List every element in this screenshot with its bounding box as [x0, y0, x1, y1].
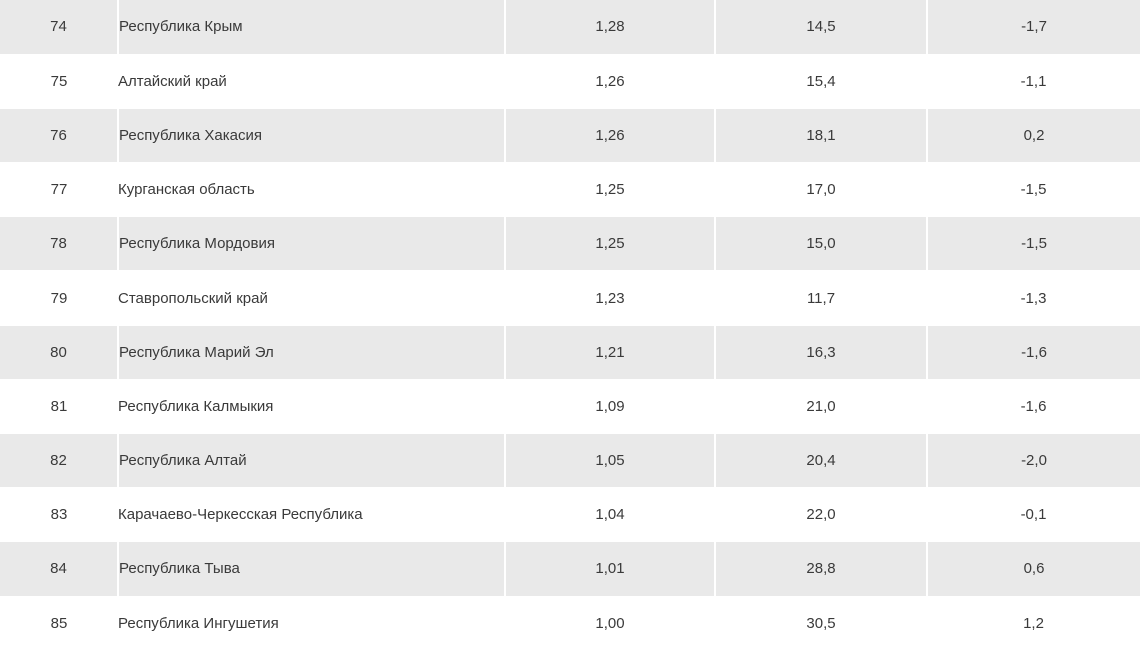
table-row [0, 0, 1140, 54]
cell-value1: 1,28 [505, 0, 715, 54]
cell-value2: 22,0 [715, 488, 927, 542]
cell-value2: 16,3 [715, 325, 927, 379]
cell-value3: -1,1 [927, 54, 1140, 108]
cell-value1: 1,01 [505, 542, 715, 596]
cell-value3: -1,5 [927, 163, 1140, 217]
cell-region-name: Алтайский край [118, 54, 505, 108]
table-row [0, 54, 1140, 108]
cell-value2: 18,1 [715, 108, 927, 162]
cell-value2: 11,7 [715, 271, 927, 325]
cell-value2: 20,4 [715, 434, 927, 488]
cell-rank: 83 [0, 488, 118, 542]
cell-region-name: Республика Ингушетия [118, 596, 505, 650]
cell-value2: 17,0 [715, 163, 927, 217]
cell-rank: 77 [0, 163, 118, 217]
cell-value3: -1,7 [927, 0, 1140, 54]
cell-value1: 1,00 [505, 596, 715, 650]
cell-rank: 81 [0, 379, 118, 433]
cell-region-name: Республика Хакасия [118, 108, 505, 162]
cell-value2: 15,4 [715, 54, 927, 108]
cell-rank: 84 [0, 542, 118, 596]
table-row [0, 271, 1140, 325]
cell-value1: 1,04 [505, 488, 715, 542]
table-row [0, 542, 1140, 596]
cell-region-name: Республика Тыва [118, 542, 505, 596]
cell-value1: 1,26 [505, 108, 715, 162]
cell-region-name: Республика Калмыкия [118, 379, 505, 433]
table-row [0, 488, 1140, 542]
cell-value3: 0,6 [927, 542, 1140, 596]
cell-value3: -1,6 [927, 379, 1140, 433]
table-row [0, 325, 1140, 379]
cell-rank: 80 [0, 325, 118, 379]
cell-region-name: Ставропольский край [118, 271, 505, 325]
cell-rank: 76 [0, 108, 118, 162]
cell-value3: -1,6 [927, 325, 1140, 379]
cell-region-name: Курганская область [118, 163, 505, 217]
cell-region-name: Республика Марий Эл [118, 325, 505, 379]
cell-rank: 74 [0, 0, 118, 54]
cell-value2: 15,0 [715, 217, 927, 271]
cell-value1: 1,05 [505, 434, 715, 488]
cell-value1: 1,26 [505, 54, 715, 108]
cell-value2: 28,8 [715, 542, 927, 596]
cell-value1: 1,21 [505, 325, 715, 379]
cell-value3: -0,1 [927, 488, 1140, 542]
cell-rank: 85 [0, 596, 118, 650]
cell-value1: 1,25 [505, 163, 715, 217]
cell-value1: 1,23 [505, 271, 715, 325]
cell-rank: 75 [0, 54, 118, 108]
cell-region-name: Республика Крым [118, 0, 505, 54]
cell-rank: 82 [0, 434, 118, 488]
cell-value3: -1,5 [927, 217, 1140, 271]
table-row [0, 434, 1140, 488]
cell-value1: 1,25 [505, 217, 715, 271]
cell-value3: 1,2 [927, 596, 1140, 650]
cell-value2: 21,0 [715, 379, 927, 433]
cell-value3: 0,2 [927, 108, 1140, 162]
cell-value1: 1,09 [505, 379, 715, 433]
table-row [0, 379, 1140, 433]
cell-region-name: Республика Мордовия [118, 217, 505, 271]
cell-value2: 30,5 [715, 596, 927, 650]
table-row [0, 163, 1140, 217]
cell-value3: -1,3 [927, 271, 1140, 325]
table-row [0, 108, 1140, 162]
cell-rank: 79 [0, 271, 118, 325]
cell-region-name: Карачаево-Черкесская Республика [118, 488, 505, 542]
cell-value3: -2,0 [927, 434, 1140, 488]
cell-value2: 14,5 [715, 0, 927, 54]
cell-rank: 78 [0, 217, 118, 271]
table-row [0, 217, 1140, 271]
cell-region-name: Республика Алтай [118, 434, 505, 488]
table-row [0, 596, 1140, 650]
